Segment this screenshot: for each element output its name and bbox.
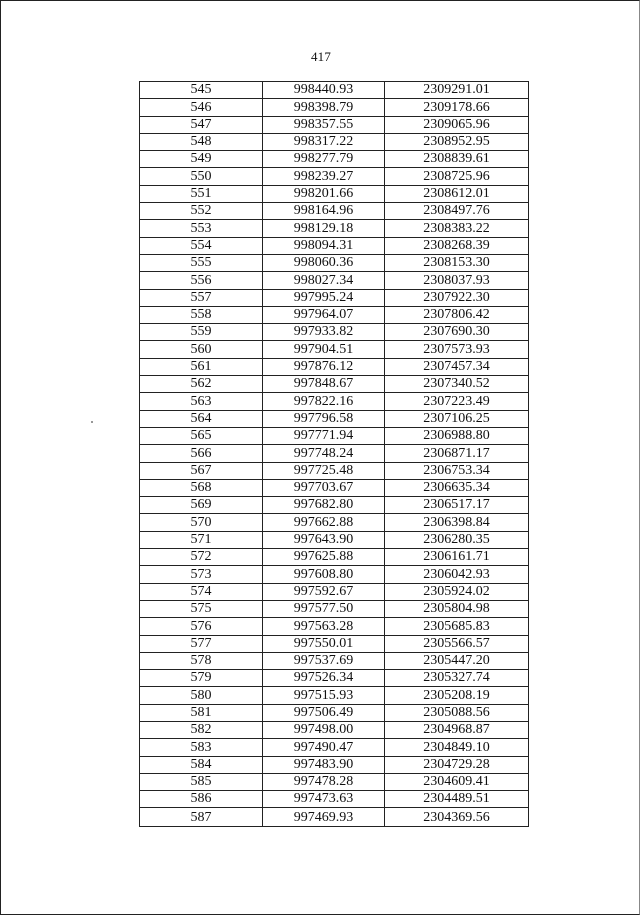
table-row xyxy=(140,773,529,790)
x-coordinate-cell: 997933.82 xyxy=(263,324,385,341)
y-coordinate-cell: 2308268.39 xyxy=(385,237,529,254)
y-coordinate-cell: 2305208.19 xyxy=(385,687,529,704)
table-row xyxy=(140,82,529,99)
x-coordinate-cell: 998094.31 xyxy=(263,237,385,254)
coordinate-table-body xyxy=(140,82,529,827)
y-coordinate-cell: 2306871.17 xyxy=(385,445,529,462)
table-row xyxy=(140,393,529,410)
point-number-cell: 564 xyxy=(140,410,263,427)
x-coordinate-cell: 997473.63 xyxy=(263,791,385,808)
table-row xyxy=(140,704,529,721)
point-number-cell: 580 xyxy=(140,687,263,704)
x-coordinate-cell: 997662.88 xyxy=(263,514,385,531)
y-coordinate-cell: 2308839.61 xyxy=(385,151,529,168)
point-number-cell: 555 xyxy=(140,254,263,271)
table-row xyxy=(140,324,529,341)
table-row xyxy=(140,168,529,185)
x-coordinate-cell: 997490.47 xyxy=(263,739,385,756)
y-coordinate-cell: 2306042.93 xyxy=(385,566,529,583)
point-number-cell: 572 xyxy=(140,549,263,566)
x-coordinate-cell: 997748.24 xyxy=(263,445,385,462)
x-coordinate-cell: 997478.28 xyxy=(263,773,385,790)
point-number-cell: 578 xyxy=(140,652,263,669)
y-coordinate-cell: 2304729.28 xyxy=(385,756,529,773)
point-number-cell: 585 xyxy=(140,773,263,790)
y-coordinate-cell: 2309065.96 xyxy=(385,116,529,133)
y-coordinate-cell: 2308037.93 xyxy=(385,272,529,289)
x-coordinate-cell: 997964.07 xyxy=(263,306,385,323)
x-coordinate-cell: 997643.90 xyxy=(263,531,385,548)
y-coordinate-cell: 2307223.49 xyxy=(385,393,529,410)
y-coordinate-cell: 2304609.41 xyxy=(385,773,529,790)
y-coordinate-cell: 2307106.25 xyxy=(385,410,529,427)
table-row xyxy=(140,687,529,704)
point-number-cell: 567 xyxy=(140,462,263,479)
x-coordinate-cell: 997563.28 xyxy=(263,618,385,635)
x-coordinate-cell: 998277.79 xyxy=(263,151,385,168)
point-number-cell: 548 xyxy=(140,133,263,150)
point-number-cell: 568 xyxy=(140,479,263,496)
y-coordinate-cell: 2306635.34 xyxy=(385,479,529,496)
x-coordinate-cell: 997592.67 xyxy=(263,583,385,600)
point-number-cell: 545 xyxy=(140,82,263,99)
table-row xyxy=(140,254,529,271)
table-row xyxy=(140,721,529,738)
table-row xyxy=(140,237,529,254)
table-row xyxy=(140,289,529,306)
table-row xyxy=(140,531,529,548)
table-row xyxy=(140,739,529,756)
table-row xyxy=(140,445,529,462)
table-row xyxy=(140,99,529,116)
point-number-cell: 566 xyxy=(140,445,263,462)
y-coordinate-cell: 2305327.74 xyxy=(385,670,529,687)
y-coordinate-cell: 2308612.01 xyxy=(385,185,529,202)
x-coordinate-cell: 997526.34 xyxy=(263,670,385,687)
point-number-cell: 558 xyxy=(140,306,263,323)
y-coordinate-cell: 2304489.51 xyxy=(385,791,529,808)
table-row xyxy=(140,635,529,652)
y-coordinate-cell: 2309291.01 xyxy=(385,82,529,99)
x-coordinate-cell: 997469.93 xyxy=(263,808,385,827)
x-coordinate-cell: 997608.80 xyxy=(263,566,385,583)
table-row xyxy=(140,566,529,583)
point-number-cell: 547 xyxy=(140,116,263,133)
x-coordinate-cell: 997537.69 xyxy=(263,652,385,669)
y-coordinate-cell: 2306517.17 xyxy=(385,497,529,514)
y-coordinate-cell: 2308952.95 xyxy=(385,133,529,150)
x-coordinate-cell: 998201.66 xyxy=(263,185,385,202)
table-row xyxy=(140,358,529,375)
table-row xyxy=(140,341,529,358)
table-row xyxy=(140,133,529,150)
y-coordinate-cell: 2307806.42 xyxy=(385,306,529,323)
y-coordinate-cell: 2308383.22 xyxy=(385,220,529,237)
point-number-cell: 563 xyxy=(140,393,263,410)
point-number-cell: 554 xyxy=(140,237,263,254)
point-number-cell: 576 xyxy=(140,618,263,635)
table-row xyxy=(140,514,529,531)
table-row xyxy=(140,427,529,444)
point-number-cell: 550 xyxy=(140,168,263,185)
point-number-cell: 549 xyxy=(140,151,263,168)
point-number-cell: 573 xyxy=(140,566,263,583)
y-coordinate-cell: 2305685.83 xyxy=(385,618,529,635)
x-coordinate-cell: 997498.00 xyxy=(263,721,385,738)
y-coordinate-cell: 2308725.96 xyxy=(385,168,529,185)
point-number-cell: 577 xyxy=(140,635,263,652)
x-coordinate-cell: 997577.50 xyxy=(263,600,385,617)
x-coordinate-cell: 997995.24 xyxy=(263,289,385,306)
x-coordinate-cell: 997822.16 xyxy=(263,393,385,410)
x-coordinate-cell: 997703.67 xyxy=(263,479,385,496)
x-coordinate-cell: 998060.36 xyxy=(263,254,385,271)
table-row xyxy=(140,618,529,635)
x-coordinate-cell: 997725.48 xyxy=(263,462,385,479)
point-number-cell: 557 xyxy=(140,289,263,306)
y-coordinate-cell: 2307340.52 xyxy=(385,376,529,393)
x-coordinate-cell: 998440.93 xyxy=(263,82,385,99)
table-row xyxy=(140,462,529,479)
table-row xyxy=(140,410,529,427)
y-coordinate-cell: 2305804.98 xyxy=(385,600,529,617)
x-coordinate-cell: 997515.93 xyxy=(263,687,385,704)
x-coordinate-cell: 998027.34 xyxy=(263,272,385,289)
point-number-cell: 553 xyxy=(140,220,263,237)
y-coordinate-cell: 2306280.35 xyxy=(385,531,529,548)
table-row xyxy=(140,756,529,773)
table-row xyxy=(140,203,529,220)
point-number-cell: 562 xyxy=(140,376,263,393)
table-row xyxy=(140,151,529,168)
table-row xyxy=(140,549,529,566)
scan-speck xyxy=(91,421,93,423)
y-coordinate-cell: 2308497.76 xyxy=(385,203,529,220)
coordinate-table xyxy=(139,81,529,827)
y-coordinate-cell: 2304369.56 xyxy=(385,808,529,827)
point-number-cell: 565 xyxy=(140,427,263,444)
point-number-cell: 552 xyxy=(140,203,263,220)
y-coordinate-cell: 2305088.56 xyxy=(385,704,529,721)
x-coordinate-cell: 997625.88 xyxy=(263,549,385,566)
y-coordinate-cell: 2304968.87 xyxy=(385,721,529,738)
point-number-cell: 561 xyxy=(140,358,263,375)
y-coordinate-cell: 2307690.30 xyxy=(385,324,529,341)
table-row xyxy=(140,670,529,687)
table-row xyxy=(140,479,529,496)
x-coordinate-cell: 998398.79 xyxy=(263,99,385,116)
table-row xyxy=(140,583,529,600)
table-row xyxy=(140,497,529,514)
point-number-cell: 551 xyxy=(140,185,263,202)
table-row xyxy=(140,600,529,617)
table-row xyxy=(140,116,529,133)
y-coordinate-cell: 2305447.20 xyxy=(385,652,529,669)
x-coordinate-cell: 997682.80 xyxy=(263,497,385,514)
x-coordinate-cell: 997771.94 xyxy=(263,427,385,444)
point-number-cell: 587 xyxy=(140,808,263,827)
page-number: 417 xyxy=(310,49,332,64)
point-number-cell: 586 xyxy=(140,791,263,808)
y-coordinate-cell: 2305924.02 xyxy=(385,583,529,600)
x-coordinate-cell: 997483.90 xyxy=(263,756,385,773)
y-coordinate-cell: 2306398.84 xyxy=(385,514,529,531)
point-number-cell: 575 xyxy=(140,600,263,617)
table-row xyxy=(140,376,529,393)
x-coordinate-cell: 997506.49 xyxy=(263,704,385,721)
y-coordinate-cell: 2309178.66 xyxy=(385,99,529,116)
point-number-cell: 579 xyxy=(140,670,263,687)
table-row xyxy=(140,185,529,202)
point-number-cell: 571 xyxy=(140,531,263,548)
y-coordinate-cell: 2305566.57 xyxy=(385,635,529,652)
point-number-cell: 581 xyxy=(140,704,263,721)
table-row xyxy=(140,306,529,323)
point-number-cell: 584 xyxy=(140,756,263,773)
table-row xyxy=(140,272,529,289)
point-number-cell: 560 xyxy=(140,341,263,358)
y-coordinate-cell: 2307922.30 xyxy=(385,289,529,306)
table-row xyxy=(140,220,529,237)
y-coordinate-cell: 2306988.80 xyxy=(385,427,529,444)
point-number-cell: 574 xyxy=(140,583,263,600)
point-number-cell: 559 xyxy=(140,324,263,341)
x-coordinate-cell: 998164.96 xyxy=(263,203,385,220)
x-coordinate-cell: 997876.12 xyxy=(263,358,385,375)
point-number-cell: 556 xyxy=(140,272,263,289)
point-number-cell: 546 xyxy=(140,99,263,116)
y-coordinate-cell: 2308153.30 xyxy=(385,254,529,271)
y-coordinate-cell: 2306753.34 xyxy=(385,462,529,479)
point-number-cell: 583 xyxy=(140,739,263,756)
point-number-cell: 569 xyxy=(140,497,263,514)
y-coordinate-cell: 2307457.34 xyxy=(385,358,529,375)
table-row xyxy=(140,791,529,808)
x-coordinate-cell: 998357.55 xyxy=(263,116,385,133)
y-coordinate-cell: 2306161.71 xyxy=(385,549,529,566)
x-coordinate-cell: 998317.22 xyxy=(263,133,385,150)
point-number-cell: 570 xyxy=(140,514,263,531)
x-coordinate-cell: 997904.51 xyxy=(263,341,385,358)
table-row xyxy=(140,808,529,827)
x-coordinate-cell: 997796.58 xyxy=(263,410,385,427)
x-coordinate-cell: 998129.18 xyxy=(263,220,385,237)
table-row xyxy=(140,652,529,669)
point-number-cell: 582 xyxy=(140,721,263,738)
x-coordinate-cell: 998239.27 xyxy=(263,168,385,185)
x-coordinate-cell: 997848.67 xyxy=(263,376,385,393)
x-coordinate-cell: 997550.01 xyxy=(263,635,385,652)
y-coordinate-cell: 2307573.93 xyxy=(385,341,529,358)
y-coordinate-cell: 2304849.10 xyxy=(385,739,529,756)
